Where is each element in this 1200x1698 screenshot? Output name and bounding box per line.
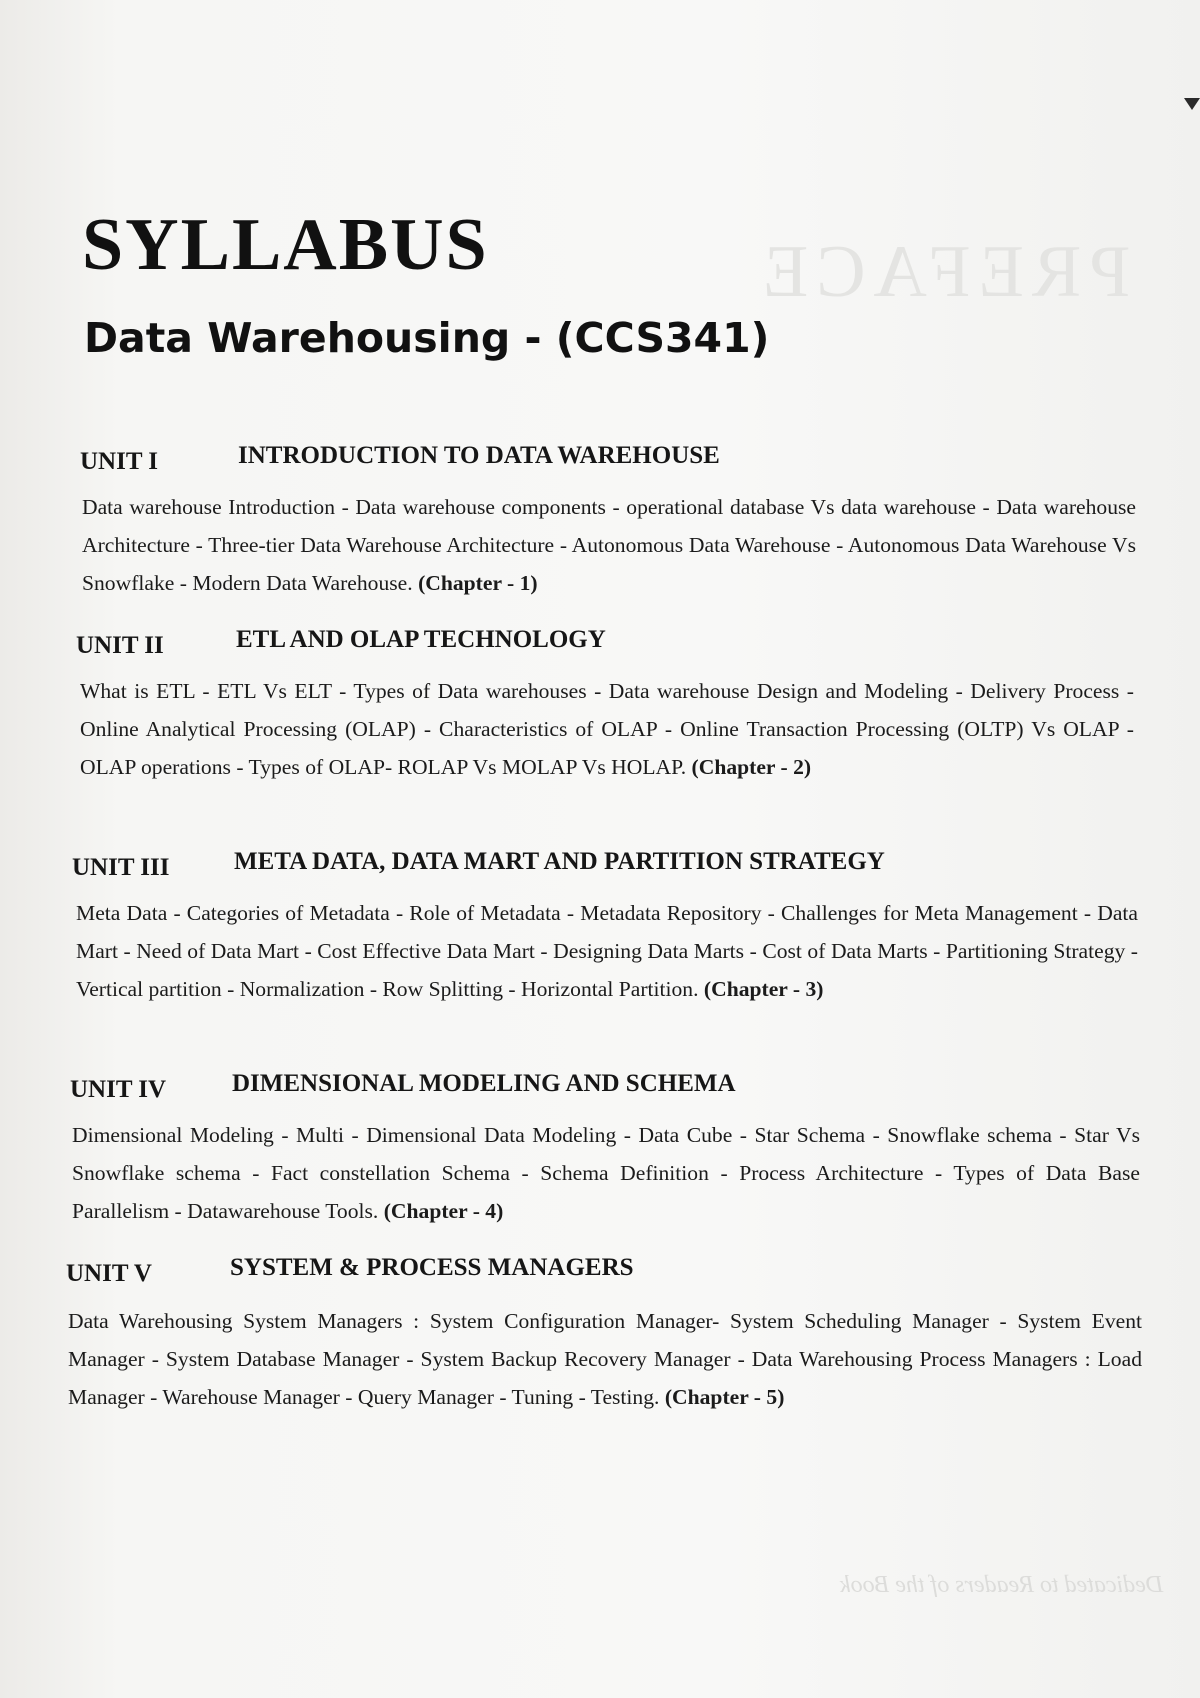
unit-5-label: UNIT V bbox=[66, 1260, 152, 1287]
unit-4-title: DIMENSIONAL MODELING AND SCHEMA bbox=[232, 1070, 736, 1097]
unit-1-chapter-ref: (Chapter - 1) bbox=[418, 571, 538, 595]
unit-5-description bbox=[68, 1302, 1142, 1416]
unit-5-section bbox=[0, 1254, 1200, 1409]
course-title: Data Warehousing - (CCS341) bbox=[84, 314, 770, 362]
unit-3-chapter-ref: (Chapter - 3) bbox=[703, 977, 824, 1001]
unit-2-label: UNIT II bbox=[76, 632, 164, 659]
unit-5-chapter-ref: (Chapter - 5) bbox=[664, 1385, 785, 1409]
page-title: SYLLABUS bbox=[82, 204, 489, 286]
unit-1-title: INTRODUCTION TO DATA WAREHOUSE bbox=[238, 442, 720, 469]
unit-4-description bbox=[72, 1116, 1140, 1230]
unit-2-description bbox=[80, 672, 1134, 786]
unit-3-title: META DATA, DATA MART AND PARTITION STRATEGY bbox=[234, 848, 885, 875]
unit-5-title: SYSTEM & PROCESS MANAGERS bbox=[230, 1254, 634, 1281]
unit-5-topics: Data Warehousing System Managers : System Configuration Manager- System Scheduling Manager - System Event Manager - System Database Manager - System Backup Recovery Manager - Data Warehousing Process Managers : Load Manager - Warehouse Manager - Query Manager - Tuning - Testing. bbox=[68, 1309, 1142, 1409]
unit-3-topics: Meta Data - Categories of Metadata - Role of Metadata - Metadata Repository - Challenges for Meta Management - Data Mart - Need of Data Mart - Cost Effective Data Mart - Designing Data Marts - Cost of Data Marts - Partitioning Strategy - Vertical partition - Normalization - Row Splitting - Horizontal Partition. bbox=[76, 901, 1138, 1001]
unit-4-heading bbox=[0, 1070, 1200, 1110]
unit-3-heading bbox=[0, 848, 1200, 888]
unit-2-topics: What is ETL - ETL Vs ELT - Types of Data warehouses - Data warehouse Design and Modeling - Delivery Process - Online Analytical Processing (OLAP) - Characteristics of OLAP - Online Transaction Processing (OLTP) Vs OLAP - OLAP operations - Types of OLAP- ROLAP Vs MOLAP Vs HOLAP. bbox=[80, 679, 1134, 779]
unit-3-label: UNIT III bbox=[72, 854, 170, 881]
unit-3-section bbox=[0, 848, 1200, 1001]
page-corner-mark bbox=[1184, 98, 1200, 110]
unit-4-chapter-ref: (Chapter - 4) bbox=[383, 1199, 504, 1223]
unit-1-topics: Data warehouse Introduction - Data warehouse components - operational database Vs data warehouse - Data warehouse Architecture - Three-tier Data Warehouse Architecture - Autonomous Data Warehouse - Autonomous Data Warehouse Vs Snowflake - Modern Data Warehouse. bbox=[82, 495, 1136, 595]
unit-1-section bbox=[0, 442, 1200, 595]
unit-1-label: UNIT I bbox=[80, 448, 159, 475]
unit-1-heading bbox=[0, 442, 1200, 482]
unit-2-chapter-ref: (Chapter - 2) bbox=[691, 755, 812, 779]
show-through-preface-watermark: PREFACE bbox=[755, 231, 1131, 313]
unit-1-description bbox=[82, 488, 1136, 602]
unit-2-section bbox=[0, 626, 1200, 779]
unit-4-label: UNIT IV bbox=[70, 1076, 167, 1103]
show-through-footer-watermark: Dedicated to Readers of the Book bbox=[840, 1572, 1164, 1598]
unit-2-heading bbox=[0, 626, 1200, 666]
unit-4-section bbox=[0, 1070, 1200, 1223]
unit-2-title: ETL AND OLAP TECHNOLOGY bbox=[236, 626, 606, 653]
unit-5-heading bbox=[0, 1254, 1200, 1294]
unit-3-description bbox=[76, 894, 1138, 1008]
unit-4-topics: Dimensional Modeling - Multi - Dimensional Data Modeling - Data Cube - Star Schema - Snowflake schema - Star Vs Snowflake schema - Fact constellation Schema - Schema Definition - Process Architecture - Types of Data Base Parallelism - Datawarehouse Tools. bbox=[72, 1123, 1140, 1223]
